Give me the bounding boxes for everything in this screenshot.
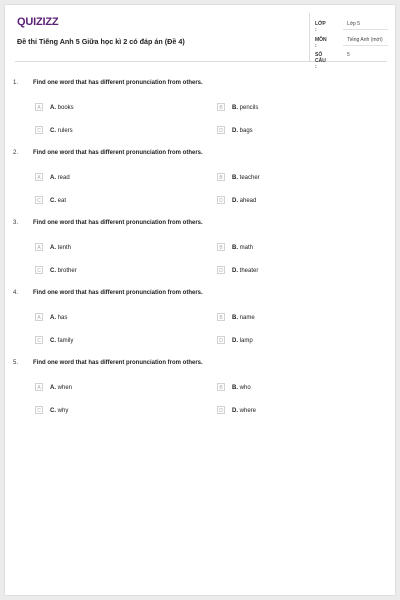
option-letter: C. — [50, 268, 56, 274]
option-text: books — [57, 105, 74, 111]
option-letter: B. — [232, 175, 238, 181]
option-text: brother — [57, 268, 77, 274]
option-text: who — [239, 385, 251, 391]
divider — [343, 29, 388, 30]
meta-key: LỚP : — [315, 21, 326, 33]
option-text: math — [239, 245, 254, 251]
divider — [343, 45, 388, 46]
option-box[interactable]: B — [217, 173, 225, 181]
option-box[interactable]: C — [35, 266, 43, 274]
option-letter: A. — [50, 175, 56, 181]
option-text: theater — [239, 268, 259, 274]
option-box[interactable]: A — [35, 313, 43, 321]
option-box[interactable]: D — [217, 126, 225, 134]
option-text: tenth — [57, 245, 72, 251]
option-box[interactable]: D — [217, 196, 225, 204]
option-box[interactable]: A — [35, 173, 43, 181]
option-letter: D. — [232, 198, 238, 204]
option-text: family — [57, 338, 74, 344]
question-number: 5. — [13, 360, 19, 366]
option-letter: B. — [232, 385, 238, 391]
option-box[interactable]: A — [35, 103, 43, 111]
option-box[interactable]: C — [35, 336, 43, 344]
option-box[interactable]: C — [35, 406, 43, 414]
question-number: 4. — [13, 290, 19, 296]
meta-value: Tiếng Anh (mới) — [347, 37, 383, 43]
meta-key: MÔN : — [315, 37, 327, 49]
meta-key: SỐ CÂU : — [315, 52, 326, 70]
option-box[interactable]: B — [217, 243, 225, 251]
option-box[interactable]: D — [217, 336, 225, 344]
option-text: where — [239, 408, 257, 414]
question-text: Find one word that has different pronunciation from others. — [33, 360, 203, 366]
option-letter: D. — [232, 408, 238, 414]
quizizz-logo: QUIZIZZ — [17, 16, 59, 28]
option-letter: B. — [232, 245, 238, 251]
option-box[interactable]: B — [217, 383, 225, 391]
option-letter: A. — [50, 315, 56, 321]
option-text: pencils — [239, 105, 259, 111]
option-text: teacher — [239, 175, 260, 181]
question-text: Find one word that has different pronunciation from others. — [33, 150, 203, 156]
option-letter: D. — [232, 268, 238, 274]
option-text: eat — [57, 198, 67, 204]
option-text: rulers — [57, 128, 73, 134]
option-text: name — [239, 315, 255, 321]
option-letter: B. — [232, 315, 238, 321]
option-box[interactable]: C — [35, 126, 43, 134]
option-text: read — [57, 175, 70, 181]
option-text: why — [57, 408, 69, 414]
question-text: Find one word that has different pronunciation from others. — [33, 220, 203, 226]
question-number: 3. — [13, 220, 19, 226]
meta-value: Lớp 5 — [347, 21, 361, 27]
question-text: Find one word that has different pronunciation from others. — [33, 290, 203, 296]
meta-panel — [309, 13, 390, 70]
meta-value: 5 — [347, 52, 350, 58]
option-letter: C. — [50, 198, 56, 204]
option-text: bags — [239, 128, 253, 134]
option-letter: C. — [50, 338, 56, 344]
option-box[interactable]: D — [217, 406, 225, 414]
question-number: 2. — [13, 150, 19, 156]
option-text: lamp — [239, 338, 253, 344]
option-letter: D. — [232, 128, 238, 134]
option-box[interactable]: C — [35, 196, 43, 204]
option-box[interactable]: B — [217, 103, 225, 111]
question-text: Find one word that has different pronunciation from others. — [33, 80, 203, 86]
option-letter: B. — [232, 105, 238, 111]
question-number: 1. — [13, 80, 19, 86]
option-letter: D. — [232, 338, 238, 344]
option-letter: C. — [50, 128, 56, 134]
page-title: Đề thi Tiếng Anh 5 Giữa học kì 2 có đáp án (Đề 4) — [17, 37, 185, 46]
option-letter: A. — [50, 245, 56, 251]
option-box[interactable]: D — [217, 266, 225, 274]
option-text: has — [57, 315, 68, 321]
option-box[interactable]: B — [217, 313, 225, 321]
worksheet-header — [15, 13, 387, 70]
option-text: ahead — [239, 198, 257, 204]
option-letter: A. — [50, 385, 56, 391]
worksheet-page — [5, 5, 395, 595]
option-box[interactable]: A — [35, 383, 43, 391]
option-box[interactable]: A — [35, 243, 43, 251]
option-text: when — [57, 385, 73, 391]
option-letter: C. — [50, 408, 56, 414]
option-letter: A. — [50, 105, 56, 111]
